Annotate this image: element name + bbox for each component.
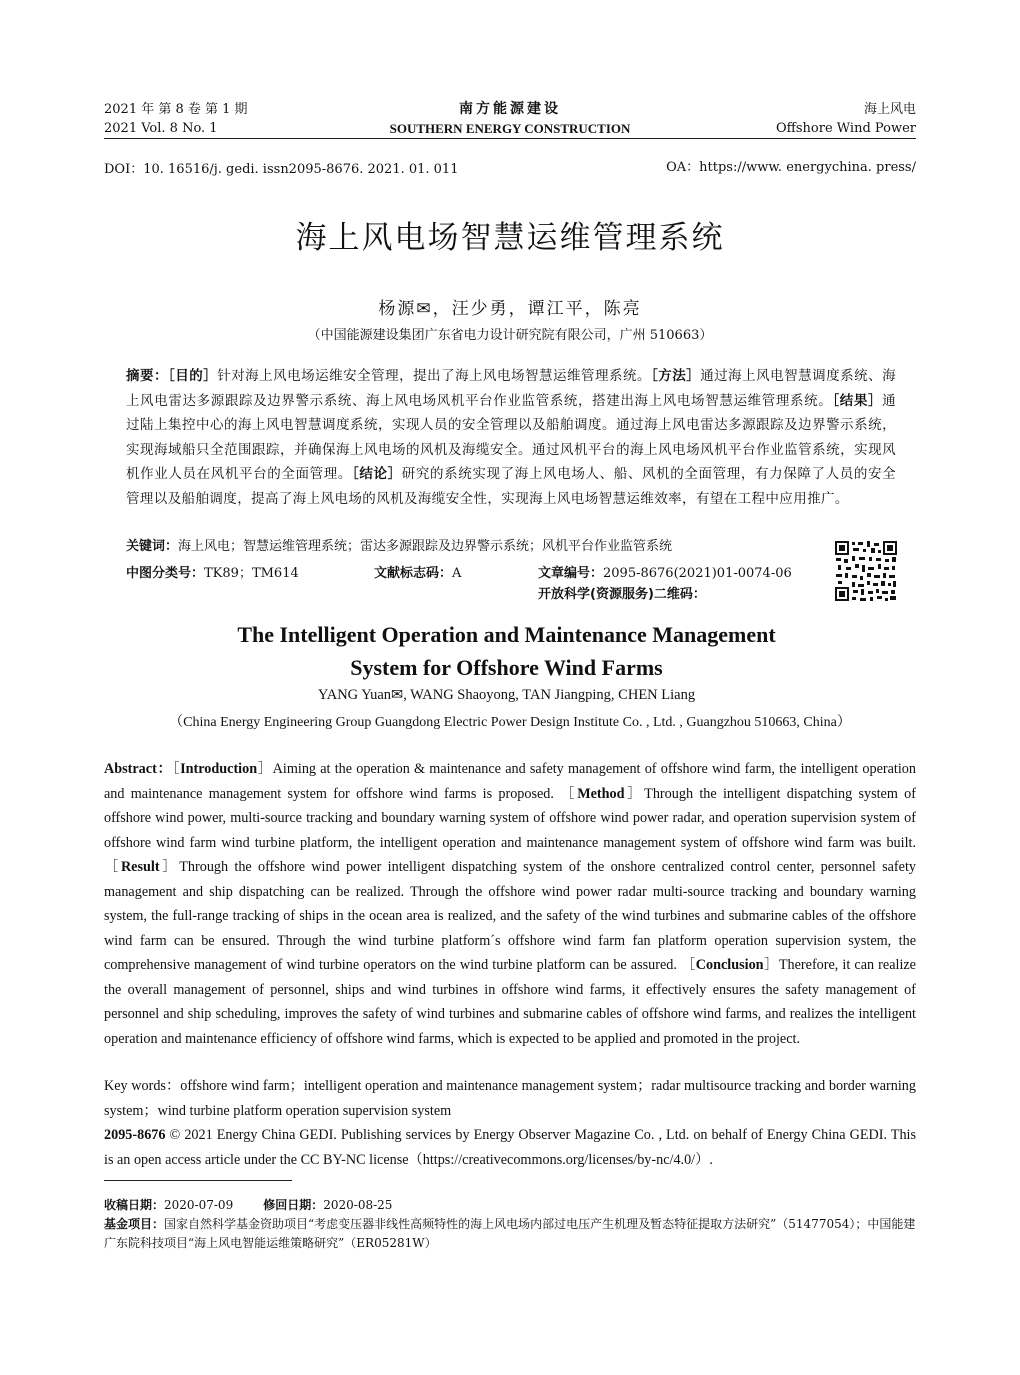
keywords-en-label: Key words： — [104, 1078, 181, 1094]
intro-tag: Introduction — [180, 761, 258, 777]
revised-label: 修回日期： — [263, 1198, 324, 1212]
doc-code — [374, 564, 461, 584]
doi[interactable]: DOI：10. 16516/j. gedi. issn2095-8676. 2021. 01. 011 — [104, 162, 459, 177]
abstract-zh-label: 摘要： — [126, 368, 168, 384]
title-en — [0, 618, 1013, 684]
title-zh: 海上风电场智慧运维管理系统 — [295, 220, 725, 256]
title-en-line1: The Intelligent Operation and Maintenance Management — [237, 622, 776, 647]
doc-code-label: 文献标志码： — [374, 566, 453, 581]
keywords-zh-label: 关键词： — [126, 539, 179, 554]
conclusion-tag: ［结论］ — [352, 466, 402, 482]
clc — [126, 564, 299, 584]
article-no — [538, 564, 792, 584]
qr-code-icon[interactable] — [834, 540, 898, 602]
conclusion-en-text: Therefore, it can realize the overall management of personnel, ships and wind turbines in offshore wind farms, it effectively ensures the safety management of personnel and ship scheduling, improves the safety of wind turbines and submarine cables of offshore wind farms, and realizes the intelligent operation and maintenance efficiency of offshore wind farms, which is expected to be applied and promoted in the project. — [104, 957, 916, 1047]
intro-text: Aiming at the operation & maintenance and safety management of offshore wind farm, the intelligent operation and maintenance management system for offshore wind farms is proposed. — [104, 761, 916, 802]
issue-en: 2021 Vol. 8 No. 1 — [104, 121, 218, 136]
article-no-value: 2095-8676(2021)01-0074-06 — [603, 566, 792, 581]
journal-name-zh: 南方能源建设 — [459, 101, 561, 117]
clc-value: TK89；TM614 — [204, 566, 299, 581]
abstract-en: Abstract：［Introduction］Aiming at the operation & maintenance and safety management of offshore wind farm, the intelligent operation and maintenance management system for offshore wind farms is proposed. ［Method］Through the intelligent dispatching system of offshore wind power, multi-source tracking and boundary warning system of offshore wind power radar, and operation supervision system of offshore wind farm wind turbine platform, the intelligent operation and maintenance management system of offshore wind farm was built. ［Result］Through the offshore wind power intelligent dispatching system of the onshore centralized control center, personnel safety management and ship dispatching can be realized. Through the offshore wind power radar multi-source tracking and boundary warning system, the full-range tracking of ships in the ocean area is realized, and the safety of the wind turbines and submarine cables of the offshore wind farm can be ensured. Through the wind turbine platform´s offshore wind farm fan platform operation supervision system, the comprehensive management of wind turbine operators on the wind turbine platform can be assured. ［Conclusion］Therefore, it can realize the overall management of personnel, ships and wind turbines in offshore wind farms, it effectively ensures the safety management of personnel and ship scheduling, improves the safety of wind turbines and submarine cables of offshore wind farms, and realizes the intelligent operation and maintenance efficiency of offshore wind farms, which is expected to be applied and promoted in the project. — [104, 761, 916, 1047]
affiliation-en: （China Energy Engineering Group Guangdong Electric Power Design Institute Co. , Ltd. , Guangzhou 510663, China） — [169, 715, 851, 730]
oa-link[interactable]: OA：https://www. energychina. press/ — [666, 160, 916, 175]
footnote-rule — [104, 1180, 292, 1181]
section-en: Offshore Wind Power — [775, 121, 916, 136]
title-en-line2: System for Offshore Wind Farms — [350, 655, 663, 680]
method-en-text: Through the intelligent dispatching system of offshore wind power, multi-source tracking and boundary warning system of offshore wind power radar, and operation supervision system of offshore wind farm wind turbine platform, the intelligent operation and maintenance management system of offshore wind farm was built. — [104, 785, 916, 851]
qr-label: 开放科学(资源服务)二维码： — [538, 587, 706, 602]
conclusion-text: 研究的系统实现了海上风电场人、船、风机的全面管理，有力保障了人员的安全管理以及船舶调度，提高了海上风电场的风机及海缆安全性，实现海上风电场智慧运维效率，有望在工程中应用推广。 — [126, 466, 896, 507]
received-label: 收稿日期： — [104, 1198, 165, 1212]
running-header — [104, 100, 916, 138]
article-no-label: 文章编号： — [538, 566, 604, 581]
clc-label: 中图分类号： — [126, 566, 205, 581]
result-text: 通过陆上集控中心的海上风电智慧调度系统，实现人员的安全管理以及船舶调度。通过海上风电雷达多源跟踪及边界警示系统，实现海域船只全范围跟踪，并确保海上风电场的风机及海缆安全。通过风机平台的海上风电场风机平台作业监管系统，实现风机作业人员在风机平台的全面管理。 — [126, 392, 896, 482]
abstract-en-label: Abstract： — [104, 761, 173, 777]
fund-label: 基金项目： — [104, 1217, 165, 1231]
method-text: 通过海上风电智慧调度系统、海上风电雷达多源跟踪及边界警示系统、海上风电场风机平台作业监管系统，搭建出海上风电场智慧运维管理系统。 — [126, 368, 896, 409]
conclusion-en-tag: Conclusion — [695, 957, 764, 973]
footnote — [104, 1196, 916, 1253]
section-name — [776, 100, 916, 138]
fund-text: 国家自然科学基金资助项目“考虑变压器非线性高频特性的海上风电场内部过电压产生机理及暂态特征提取方法研究”（51477054）；中国能建广东院科技项目“海上风电智能运维策略研究”（ER05281W） — [104, 1217, 916, 1250]
header-rule — [104, 138, 916, 139]
license-issn: 2095-8676 — [104, 1127, 166, 1143]
keywords-zh-text: 海上风电；智慧运维管理系统；雷达多源跟踪及边界警示系统；风机平台作业监管系统 — [178, 539, 673, 554]
purpose-tag: ［目的］ — [167, 368, 218, 384]
method-en-tag: Method — [577, 785, 625, 802]
license-statement — [104, 1123, 916, 1172]
result-tag: ［结果］ — [832, 392, 883, 409]
revised-date: 2020-08-25 — [323, 1198, 393, 1212]
section-zh: 海上风电 — [863, 102, 916, 117]
keywords-en-text: offshore wind farm；intelligent operation and maintenance management system；radar multisource tracking and border warning system；wind turbine platform operation supervision system — [104, 1078, 916, 1119]
license-text: © 2021 Energy China GEDI. Publishing services by Energy Observer Magazine Co. , Ltd. on behalf of Energy China GEDI. This is an open access article under the CC BY-NC license（https://creativecommons.org/licenses/by-nc/4.0/）. — [104, 1127, 916, 1168]
authors-zh: 杨源✉，汪少勇，谭江平，陈亮 — [378, 299, 642, 319]
authors-en: YANG Yuan✉, WANG Shaoyong, TAN Jiangping, CHEN Liang — [317, 687, 696, 703]
journal-name-en: SOUTHERN ENERGY CONSTRUCTION — [389, 121, 631, 136]
result-en-text: Through the offshore wind power intelligent dispatching system of the onshore centralized control center, personnel safety management and ship dispatching can be realized. Through the offshore wind power radar multi-source tracking and boundary warning system, the full-range tracking of ships in the ocean area is realized, and the safety of the wind turbines and submarine cables of the offshore wind farm can be ensured. Through the wind turbine platform´s offshore wind farm fan platform operation supervision system, the comprehensive management of wind turbine operators on the wind turbine platform can be assured. — [104, 859, 916, 973]
keywords-en — [104, 1074, 916, 1123]
affiliation-zh: （中国能源建设集团广东省电力设计研究院有限公司，广州 510663） — [307, 328, 713, 343]
abstract-zh — [126, 364, 896, 511]
purpose-text: 针对海上风电场运维安全管理，提出了海上风电场智慧运维管理系统。 — [217, 368, 651, 384]
doc-code-value: A — [452, 566, 462, 581]
result-en-tag: Result — [120, 859, 160, 875]
dates-line — [104, 1196, 916, 1215]
fund-line — [104, 1215, 916, 1253]
issue-zh: 2021 年 第 8 卷 第 1 期 — [104, 102, 248, 117]
received-date: 2020-07-09 — [164, 1198, 234, 1212]
method-tag: ［方法］ — [650, 368, 701, 384]
keywords-zh — [126, 537, 826, 557]
